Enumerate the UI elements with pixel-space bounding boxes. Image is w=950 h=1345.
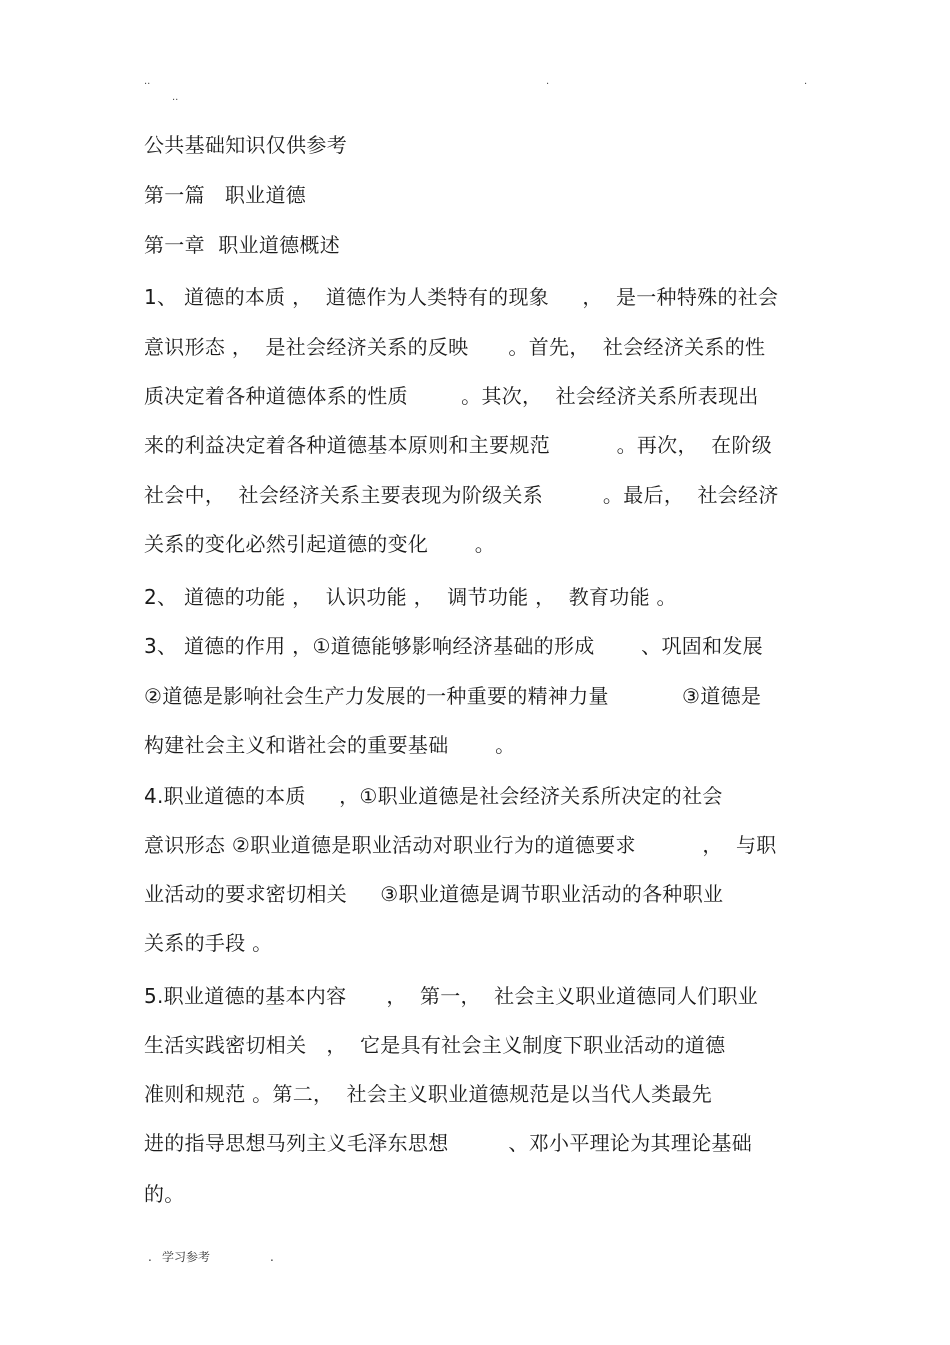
text-line: 1、 道德的本质 ， 道德作为人类特有的现象 ， 是一种特殊的社会 (144, 285, 779, 309)
text-line: 2、 道德的功能 ， 认识功能 ， 调节功能 ， 教育功能 。 (144, 585, 677, 609)
text-line: 进的指导思想马列主义毛泽东思想 、邓小平理论为其理论基础 (144, 1131, 753, 1155)
header-dots-center: . (546, 76, 550, 87)
footer-label: 学习参考 (162, 1250, 211, 1264)
text-line: 关系的变化必然引起道德的变化 。 (144, 532, 496, 556)
text-line: 5.职业道德的基本内容 ， 第一， 社会主义职业道德同人们职业 (144, 984, 759, 1008)
text-line: 构建社会主义和谐社会的重要基础 。 (144, 733, 516, 757)
text-line: 关系的手段 。 (144, 931, 273, 955)
text-line: 业活动的要求密切相关 ③职业道德是调节职业活动的各种职业 (144, 882, 724, 906)
text-line: 公共基础知识仅供参考 (144, 133, 347, 157)
text-line: 质决定着各种道德体系的性质 。其次， 社会经济关系所表现出 (144, 384, 759, 408)
header-dots-left: .. (144, 76, 151, 87)
text-line: 意识形态 ， 是社会经济关系的反映 。首先， 社会经济关系的性 (144, 335, 766, 359)
footer-dot-right: . (270, 1250, 274, 1264)
text-line: 的。 (144, 1182, 185, 1206)
text-line: 准则和规范 。第二， 社会主义职业道德规范是以当代人类最先 (144, 1082, 713, 1106)
footer-dot-left: . (148, 1250, 152, 1264)
text-line: 3、 道德的作用 ，①道德能够影响经济基础的形成 、巩固和发展 (144, 634, 763, 658)
text-line: 4.职业道德的本质 ，①职业道德是社会经济关系所决定的社会 (144, 784, 723, 808)
text-line: 来的利益决定着各种道德基本原则和主要规范 。再次， 在阶级 (144, 433, 772, 457)
header-dots-right: . (804, 76, 808, 87)
text-line: 第一篇 职业道德 (144, 183, 307, 207)
text-line: 意识形态 ②职业道德是职业活动对职业行为的道德要求 ， 与职 (144, 833, 777, 857)
text-line: 第一章 职业道德概述 (144, 233, 341, 257)
text-line: 生活实践密切相关 ， 它是具有社会主义制度下职业活动的道德 (144, 1033, 726, 1057)
text-line: ②道德是影响社会生产力发展的一种重要的精神力量 ③道德是 (144, 684, 762, 708)
header-dots-second: .. (172, 92, 179, 103)
text-line: 社会中， 社会经济关系主要表现为阶级关系 。最后， 社会经济 (144, 483, 779, 507)
